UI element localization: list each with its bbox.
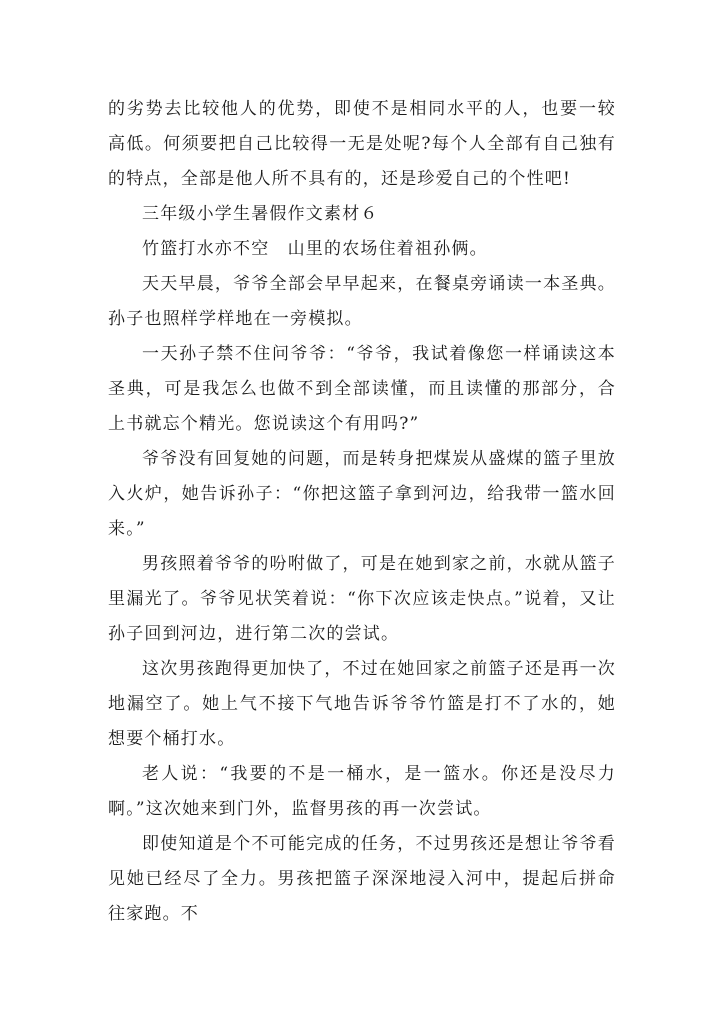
paragraph: 天天早晨，爷爷全部会早早起来，在餐桌旁诵读一本圣典。孙子也照样学样地在一旁模拟。	[108, 274, 616, 329]
section-heading: 三年级小学生暑假作文素材６	[142, 204, 379, 224]
paragraph: 爷爷没有回复她的问题，而是转身把煤炭从盛煤的篮子里放入火炉，她告诉孙子：“你把这篮子拿到河边，给我带一篮水回来。”	[108, 449, 616, 539]
paragraph: 男孩照着爷爷的吩咐做了，可是在她到家之前，水就从篮子里漏光了。爷爷见状笑着说：“你下次应该走快点。”说着，又让孙子回到河边，进行第二次的尝试。	[108, 554, 616, 644]
paragraph: 即使知道是个不可能完成的任务，不过男孩还是想让爷爷看见她已经尽了全力。男孩把篮子深深地浸入河中，提起后拼命往家跑。不	[108, 834, 616, 924]
document-body	[108, 92, 616, 932]
paragraph: 这次男孩跑得更加快了，不过在她回家之前篮子还是再一次地漏空了。她上气不接下气地告诉爷爷竹篮是打不了水的，她想要个桶打水。	[108, 659, 616, 749]
paragraph: 老人说：“我要的不是一桶水，是一篮水。你还是没尽力啊。”这次她来到门外，监督男孩的再一次尝试。	[108, 764, 616, 819]
paragraph-continued: 的劣势去比较他人的优势，即使不是相同水平的人，也要一较高低。何须要把自己比较得一无是处呢?每个人全部有自己独有的特点，全部是他人所不具有的，还是珍爱自己的个性吧!	[108, 99, 616, 189]
paragraph: 一天孙子禁不住问爷爷：“爷爷，我试着像您一样诵读这本圣典，可是我怎么也做不到全部读懂，而且读懂的那部分，合上书就忘个精光。您说读这个有用吗?”	[108, 344, 616, 434]
story-title-line: 竹篮打水亦不空 山里的农场住着祖孙俩。	[142, 239, 488, 259]
